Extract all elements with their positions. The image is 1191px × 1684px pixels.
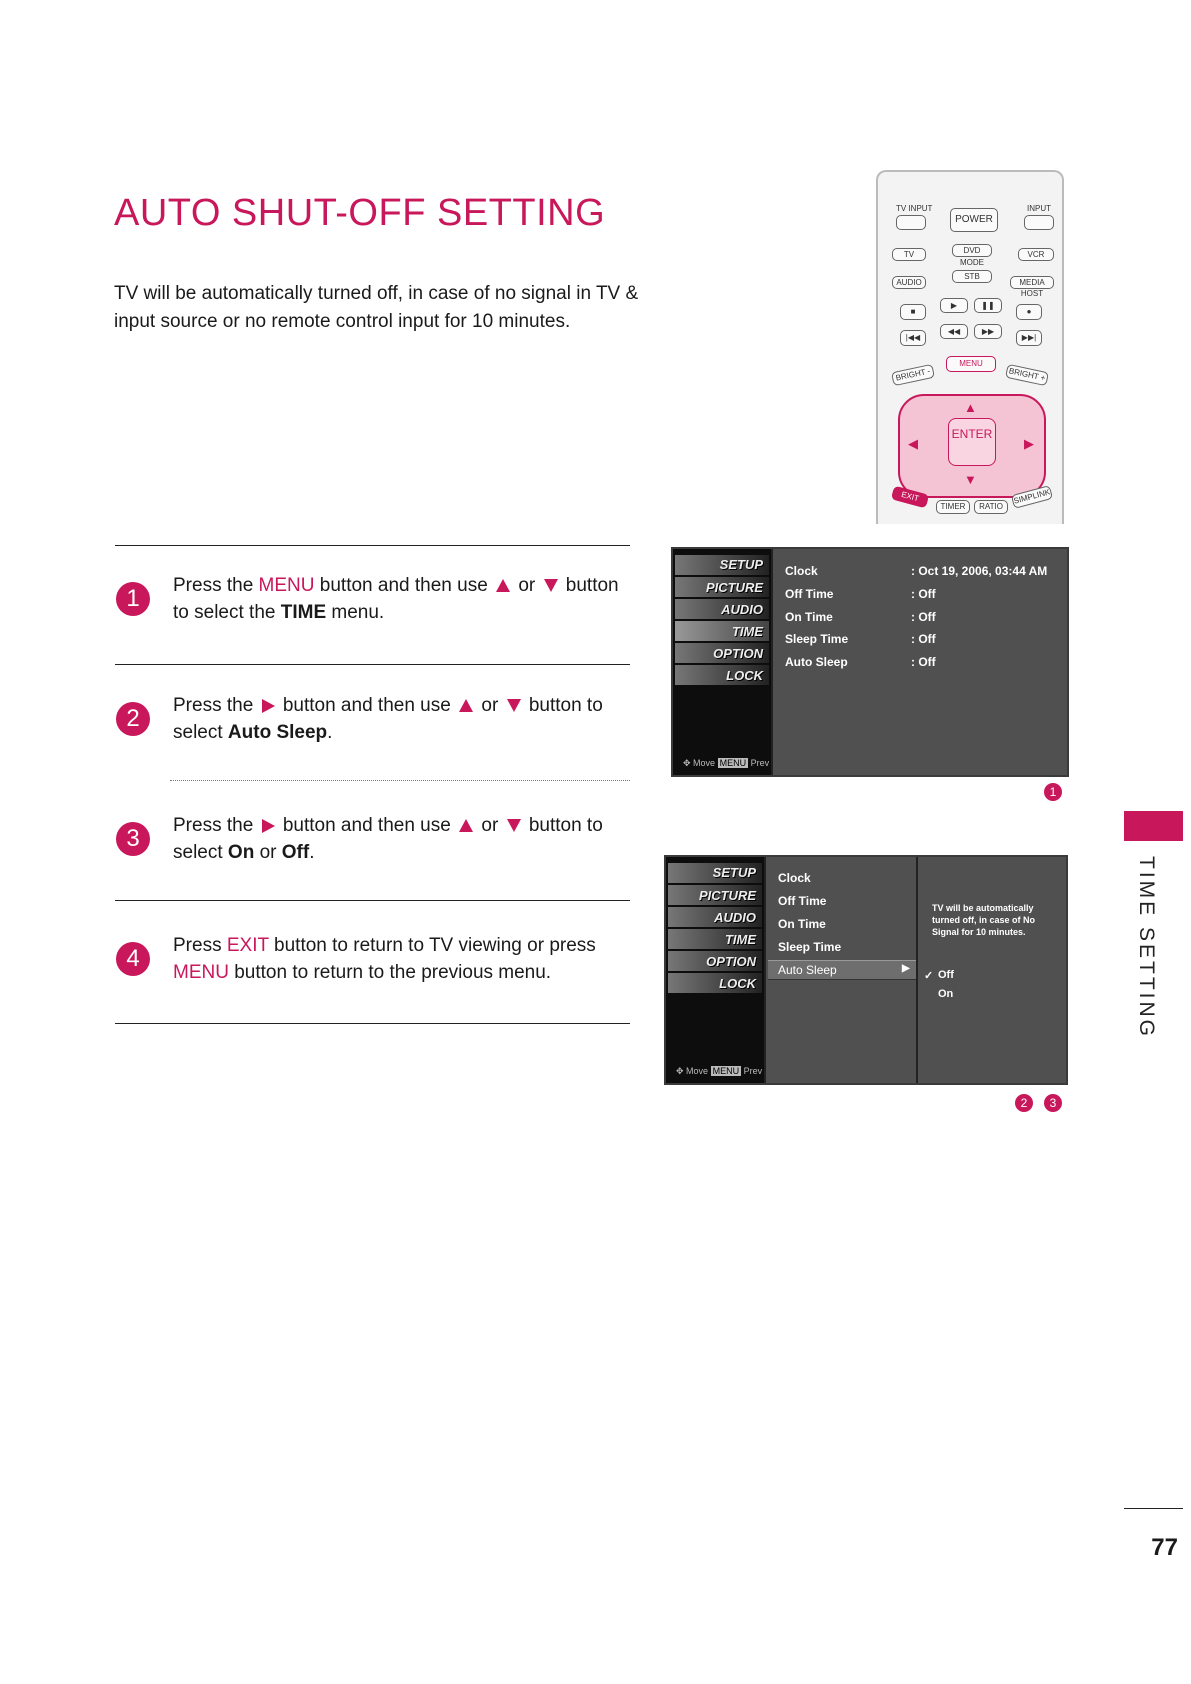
tv-input-label: TV INPUT xyxy=(896,204,933,213)
sidebar-item-setup: SETUP xyxy=(712,865,756,880)
tv-mode-button: TV xyxy=(892,248,926,261)
menu-row-value: : Off xyxy=(911,610,936,624)
menu-row-label: Clock xyxy=(785,564,818,578)
right-arrow-icon xyxy=(262,819,275,833)
menu-row-label: Off Time xyxy=(778,894,827,908)
step-number-badge: 3 xyxy=(116,822,150,856)
section-tab xyxy=(1124,811,1183,841)
intro-text: TV will be automatically turned off, in case of no signal in TV & input source or no remote control input for 10 minutes. xyxy=(114,283,639,332)
submenu-arrow-icon: ▶ xyxy=(902,963,910,974)
menu-footer: ✥ Move MENU Prev xyxy=(676,1066,763,1076)
sidebar-item-picture: PICTURE xyxy=(698,888,756,903)
step-1-text: Press the MENU button and then use or button to select the TIME menu. xyxy=(173,575,619,623)
sidebar-item-time: TIME xyxy=(731,624,763,639)
menu-row-label: Clock xyxy=(778,871,811,885)
input-label: INPUT xyxy=(1027,204,1051,213)
right-arrow-icon xyxy=(262,699,275,713)
sidebar-item-lock: LOCK xyxy=(726,668,763,683)
power-button: POWER xyxy=(950,208,998,232)
figure-badge: 2 xyxy=(1015,1094,1033,1112)
sidebar-item-picture: PICTURE xyxy=(705,580,763,595)
menu-sidebar xyxy=(673,549,771,775)
step-number-badge: 1 xyxy=(116,582,150,616)
sidebar-item-audio: AUDIO xyxy=(721,602,763,617)
step-2-text: Press the button and then use or button to select Auto Sleep. xyxy=(173,695,603,743)
figure-badge: 3 xyxy=(1044,1094,1062,1112)
menu-button: MENU xyxy=(946,356,996,372)
bright-minus-button: BRIGHT - xyxy=(891,364,935,386)
stop-icon: ■ xyxy=(900,304,926,320)
dvd-button: DVD xyxy=(952,244,992,257)
exit-button: EXIT xyxy=(891,486,929,509)
up-arrow-icon xyxy=(459,819,473,832)
rewind-icon: ◀◀ xyxy=(940,324,968,339)
menu-row-label-selected: Auto Sleep xyxy=(778,963,837,977)
audio-mode-button: AUDIO xyxy=(892,276,926,289)
page-title: AUTO SHUT-OFF SETTING xyxy=(114,192,606,234)
play-icon: ▶ xyxy=(940,298,968,313)
help-text: TV will be automatically turned off, in case of No Signal for 10 minutes. xyxy=(932,903,1036,937)
enter-button: ENTER xyxy=(948,418,996,466)
check-icon: ✓ xyxy=(924,970,934,982)
input-button xyxy=(1024,215,1054,230)
divider xyxy=(1124,1508,1183,1509)
down-arrow-icon xyxy=(544,579,558,592)
right-arrow-icon: ▶ xyxy=(1024,436,1034,451)
step-4-text: Press EXIT button to return to TV viewing or press MENU button to return to the previous menu. xyxy=(173,935,596,983)
media-host-button: MEDIA HOST xyxy=(1010,276,1054,289)
sidebar-item-setup: SETUP xyxy=(719,557,763,572)
menu-row-label: Sleep Time xyxy=(778,940,842,954)
menu-row-label: Off Time xyxy=(785,587,834,601)
remote-control-illustration xyxy=(876,170,1064,524)
dotted-divider xyxy=(170,780,630,781)
skip-back-icon: |◀◀ xyxy=(900,330,926,346)
navigation-pad xyxy=(898,394,1046,498)
menu-row-value: : Oct 19, 2006, 03:44 AM xyxy=(911,564,1048,578)
divider xyxy=(115,664,630,665)
down-arrow-icon xyxy=(507,699,521,712)
tv-input-button xyxy=(896,215,926,230)
divider xyxy=(115,545,630,546)
menu-row-value: : Off xyxy=(911,587,936,601)
up-arrow-icon xyxy=(496,579,510,592)
down-arrow-icon: ▼ xyxy=(964,472,977,487)
step-number-badge: 2 xyxy=(116,702,150,736)
sidebar-item-audio: AUDIO xyxy=(714,910,756,925)
timer-button: TIMER xyxy=(936,500,970,514)
menu-row-value: : Off xyxy=(911,655,936,669)
bright-plus-button: BRIGHT + xyxy=(1005,364,1049,386)
pause-icon: ❚❚ xyxy=(974,298,1002,313)
option-on: On xyxy=(938,988,954,1000)
ratio-button: RATIO xyxy=(974,500,1008,514)
sidebar-item-time: TIME xyxy=(724,932,756,947)
figure-badge: 1 xyxy=(1044,783,1062,801)
divider xyxy=(115,900,630,901)
page-number: 77 xyxy=(1151,1534,1178,1561)
menu-row-value: : Off xyxy=(911,632,936,646)
menu-row-label: On Time xyxy=(785,610,833,624)
sidebar-item-option: OPTION xyxy=(706,954,756,969)
menu-screenshot-time xyxy=(671,547,1069,777)
mode-label: MODE xyxy=(960,258,984,267)
up-arrow-icon xyxy=(459,699,473,712)
menu-screenshot-auto-sleep xyxy=(664,855,1068,1085)
step-3-text: Press the button and then use or button to select On or Off. xyxy=(173,815,603,863)
skip-forward-icon: ▶▶| xyxy=(1016,330,1042,346)
record-icon: ● xyxy=(1016,304,1042,320)
stb-button: STB xyxy=(952,270,992,283)
divider xyxy=(115,1023,630,1024)
sidebar-item-option: OPTION xyxy=(713,646,763,661)
step-number-badge: 4 xyxy=(116,942,150,976)
menu-footer: ✥ Move MENU Prev xyxy=(683,758,770,768)
menu-row-label: On Time xyxy=(778,917,826,931)
option-off: Off xyxy=(938,969,954,981)
menu-row-label: Auto Sleep xyxy=(785,655,848,669)
simplink-button: SIMPLINK xyxy=(1011,485,1053,509)
fast-forward-icon: ▶▶ xyxy=(974,324,1002,339)
up-arrow-icon: ▲ xyxy=(964,400,977,415)
menu-row-label: Sleep Time xyxy=(785,632,849,646)
vcr-button: VCR xyxy=(1018,248,1054,261)
down-arrow-icon xyxy=(507,819,521,832)
left-arrow-icon: ◀ xyxy=(908,436,918,451)
menu-sidebar xyxy=(666,857,764,1083)
sidebar-item-lock: LOCK xyxy=(719,976,756,991)
section-title: TIME SETTING xyxy=(1135,856,1158,1039)
